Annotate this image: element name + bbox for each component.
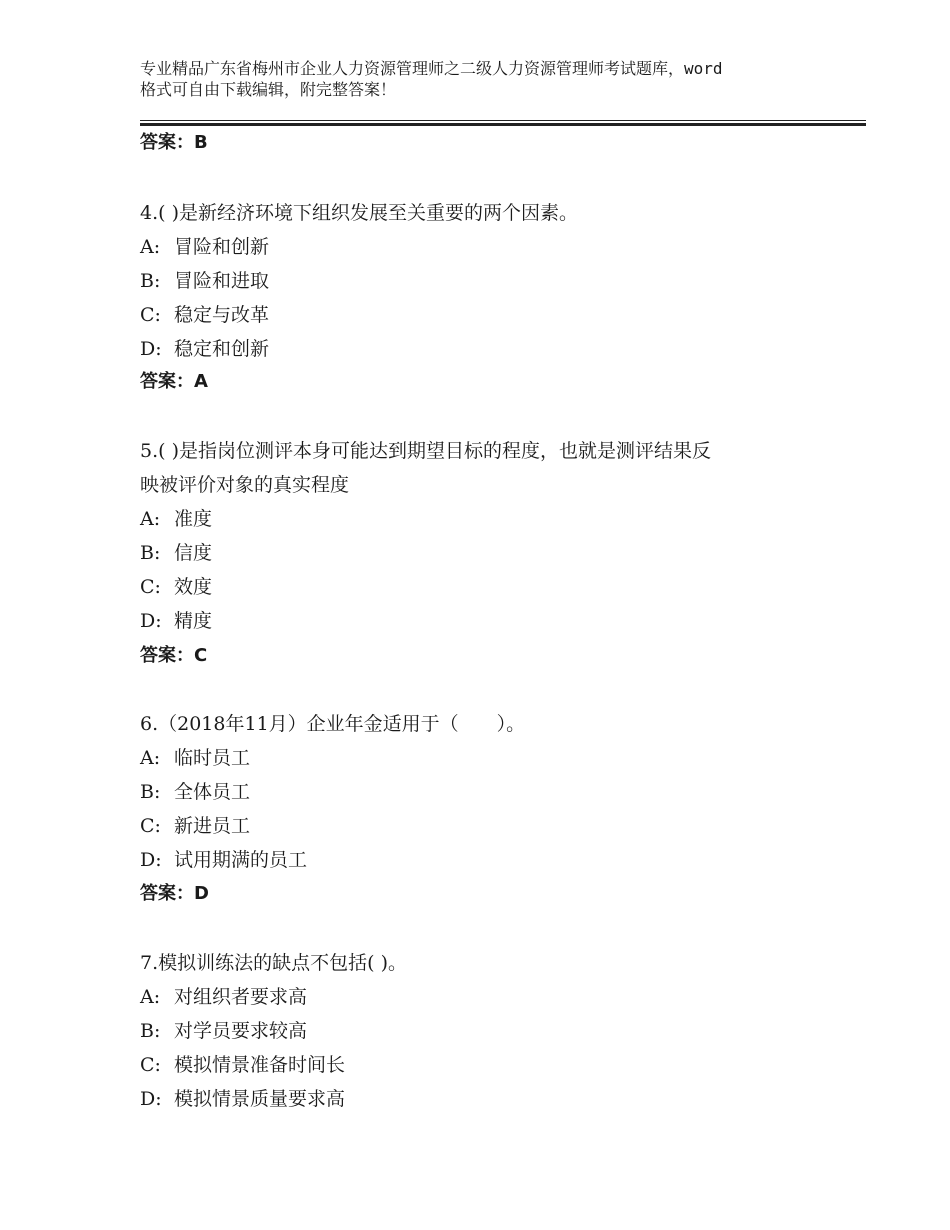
option-a: A: 临时员工 xyxy=(140,747,251,769)
answer-value: D xyxy=(194,883,209,904)
question-6 xyxy=(140,707,820,877)
header-line-1: 专业精品广东省梅州市企业人力资源管理师之二级人力资源管理师考试题库，word xyxy=(140,59,723,78)
option-b: B: 冒险和进取 xyxy=(140,270,270,292)
answer-value: A xyxy=(194,371,208,392)
option-b: B: 全体员工 xyxy=(140,781,251,803)
question-5 xyxy=(140,434,820,638)
option-c: C: 模拟情景准备时间长 xyxy=(140,1054,346,1076)
answer-label: 答案： xyxy=(140,883,194,904)
answer-value: B xyxy=(194,132,208,153)
answer-q6 xyxy=(140,882,209,906)
header-rule-thin xyxy=(140,120,866,121)
option-d: D: 模拟情景质量要求高 xyxy=(140,1088,346,1110)
answer-label: 答案： xyxy=(140,132,194,153)
option-c: C: 效度 xyxy=(140,576,213,598)
option-b: B: 信度 xyxy=(140,542,213,564)
question-stem: 7.模拟训练法的缺点不包括( )。 xyxy=(140,952,407,974)
answer-label: 答案： xyxy=(140,371,194,392)
option-d: D: 精度 xyxy=(140,610,213,632)
answer-value: C xyxy=(194,645,208,666)
answer-q5 xyxy=(140,644,207,668)
document-header xyxy=(140,58,830,100)
option-d: D: 试用期满的员工 xyxy=(140,849,308,871)
option-d: D: 稳定和创新 xyxy=(140,338,270,360)
question-7 xyxy=(140,946,820,1116)
option-c: C: 新进员工 xyxy=(140,815,251,837)
option-b: B: 对学员要求较高 xyxy=(140,1020,308,1042)
answer-label: 答案： xyxy=(140,645,194,666)
answer-q4 xyxy=(140,370,208,394)
answer-q3 xyxy=(140,131,208,155)
option-c: C: 稳定与改革 xyxy=(140,304,270,326)
option-a: A: 准度 xyxy=(140,508,213,530)
header-line-2: 格式可自由下载编辑，附完整答案！ xyxy=(140,80,397,99)
option-a: A: 对组织者要求高 xyxy=(140,986,308,1008)
question-stem: 6.（2018年11月）企业年金适用于（ ）。 xyxy=(140,713,526,735)
header-rule-thick xyxy=(140,123,866,126)
question-4 xyxy=(140,196,820,366)
option-a: A: 冒险和创新 xyxy=(140,236,270,258)
question-stem-line-2: 映被评价对象的真实程度 xyxy=(140,474,350,496)
question-stem-line-1: 5.( )是指岗位测评本身可能达到期望目标的程度，也就是测评结果反 xyxy=(140,440,711,462)
question-stem: 4.( )是新经济环境下组织发展至关重要的两个因素。 xyxy=(140,202,578,224)
